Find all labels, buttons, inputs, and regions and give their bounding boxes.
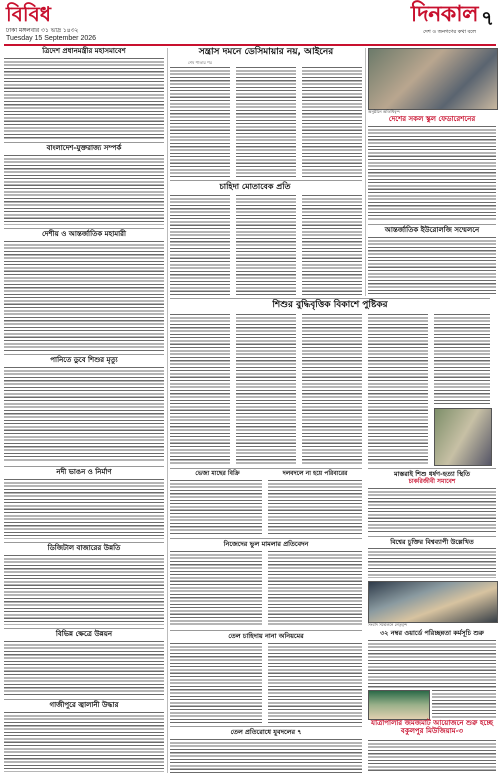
- divider: [4, 466, 164, 467]
- article-right-6: [368, 740, 496, 773]
- headline-center-sub: চাহিদা মোতাবেক প্রতি: [219, 182, 291, 191]
- article-wide-col1: [170, 314, 230, 464]
- article-left-7: [4, 641, 164, 696]
- article-left-5: [4, 479, 164, 539]
- column-divider: [167, 48, 168, 773]
- article-left-3: [4, 241, 164, 351]
- headline-right-3b: চাকরিজীবী সমাবেশ: [408, 478, 456, 485]
- article-center-sub-col1: [170, 195, 230, 295]
- headline-left-7: বিভিন্ন ক্ষেত্রে উন্নয়ন: [55, 630, 113, 638]
- divider: [4, 142, 164, 143]
- date-bangla: ঢাকা মঙ্গলবার ৩১ ভাদ্র ১৪৩২: [6, 27, 79, 34]
- photo-caption-2: সংবাদ সম্মেলনে নেতৃবৃন্দ: [368, 622, 408, 627]
- article-wide-col5: [434, 314, 490, 404]
- article-wide-col4: [368, 314, 428, 464]
- headline-left-4: পানিতে ডুবে শিশুর মৃত্যু: [50, 356, 118, 364]
- date-english: Tuesday 15 September 2026: [6, 35, 97, 42]
- photo-caption-1: অনুষ্ঠানে অতিথিবৃন্দ: [368, 109, 400, 114]
- section-title: বিবিধ: [6, 2, 51, 26]
- headline-center-small-4: তেল চাহিদায় নানা অনিয়মের: [228, 632, 304, 640]
- headline-center-small-1: ভেজা মাছের বিক্রি: [195, 470, 240, 477]
- divider: [368, 468, 496, 469]
- headline-right-2: আন্তর্জাতিক ইউরোলজি সম্মেলনে: [384, 226, 480, 234]
- article-wide-col2: [236, 314, 296, 464]
- photo-stage: [368, 690, 430, 720]
- headline-center-small-5: তেল প্রতিরোধে যুবদলের ৭: [230, 728, 302, 736]
- article-center-col2: [236, 67, 296, 177]
- photo-meeting: [368, 581, 498, 623]
- article-small-3b: [268, 551, 362, 626]
- divider: [4, 628, 164, 629]
- divider: [170, 538, 362, 539]
- article-left-4: [4, 367, 164, 462]
- divider: [4, 354, 164, 355]
- headline-center-wide: শিশুর বুদ্ধিবৃত্তিক বিকাশে পুষ্টিকর: [272, 300, 388, 310]
- article-small-4a: [170, 643, 262, 723]
- article-small-3a: [170, 551, 262, 626]
- headline-right-5: ৩২ নম্বর ওয়ার্ডে পরিচ্ছন্নতা কর্মসূচি শুরু: [380, 629, 484, 637]
- continued-label: শেষ পাতার পর: [188, 60, 212, 65]
- article-left-6: [4, 555, 164, 625]
- divider: [170, 468, 362, 469]
- article-right-5b: [432, 690, 496, 718]
- article-right-5: [368, 640, 496, 688]
- article-left-8: [4, 712, 164, 772]
- headline-center-small-3: নিজেদের ভুল মামলার প্রতিবেদন: [223, 540, 309, 548]
- headline-left-1: ত্রিদেশ প্রধানমন্ত্রীর মহাসমাবেশ: [42, 47, 126, 55]
- logo-tagline: দেশ ও জনগণের কথা বলে: [423, 29, 476, 35]
- divider: [368, 536, 496, 537]
- article-small-2: [268, 480, 362, 535]
- headline-right-1: দেশের সকল স্কুল ফেডারেশনের: [388, 115, 476, 123]
- page-number: ৭: [480, 6, 494, 30]
- article-small-1: [170, 480, 262, 535]
- headline-center-small-2: দলবদলে না হয়ে পরিবারের: [282, 470, 348, 477]
- divider: [4, 228, 164, 229]
- headline-left-3: দেশীয় ও আন্তর্জাতিক মহামারী: [41, 230, 127, 238]
- article-right-3: [368, 488, 496, 533]
- headline-left-6: ডিজিটাল বাজারের উন্নতি: [47, 544, 121, 552]
- article-center-col3: [302, 67, 362, 177]
- article-right-4: [368, 548, 496, 578]
- divider: [4, 542, 164, 543]
- column-divider: [365, 48, 366, 296]
- masthead-rule: [4, 44, 496, 46]
- headline-center-main: সন্ত্রাস দমনে ডেসিমায়ার নয়, আইনের: [198, 47, 334, 57]
- headline-right-6: যাত্রাপালার জমজমাট আয়োজনে শুরু হচ্ছে বকুলপুর মিউজিয়াম-৩: [371, 719, 493, 735]
- divider: [4, 699, 164, 700]
- divider: [170, 298, 490, 299]
- divider: [368, 224, 496, 225]
- article-small-5: [170, 739, 362, 773]
- headline-left-5: নদী ভাঙন ও নির্মাণ: [56, 468, 112, 476]
- article-right-1: [368, 126, 496, 221]
- headline-left-8: গাজীপুরে জ্বালানী উদ্ধার: [49, 701, 119, 709]
- photo-event: [368, 48, 498, 110]
- article-left-2: [4, 155, 164, 225]
- divider: [170, 726, 362, 727]
- divider: [170, 180, 362, 181]
- article-center-col1: [170, 67, 230, 177]
- article-right-2: [368, 237, 496, 295]
- newspaper-logo: দিনকাল: [410, 2, 478, 27]
- article-center-sub-col3: [302, 195, 362, 295]
- article-center-sub-col2: [236, 195, 296, 295]
- headline-right-4: বিশ্বের চুক্তির বিশ্বব্যাপী উল্লেখিত: [390, 538, 474, 546]
- masthead-left: [6, 3, 51, 25]
- article-small-4b: [268, 643, 362, 723]
- article-photo: [434, 408, 492, 466]
- divider: [170, 630, 362, 631]
- headline-left-2: বাংলাদেশ-যুক্তরাজ্য সম্পর্ক: [46, 144, 122, 152]
- article-wide-col3: [302, 314, 362, 464]
- headline-right-3: মাস্তরাই শিশু ধর্ষণ-হত্যা স্থিতি: [394, 470, 470, 478]
- article-left-1: [4, 58, 164, 140]
